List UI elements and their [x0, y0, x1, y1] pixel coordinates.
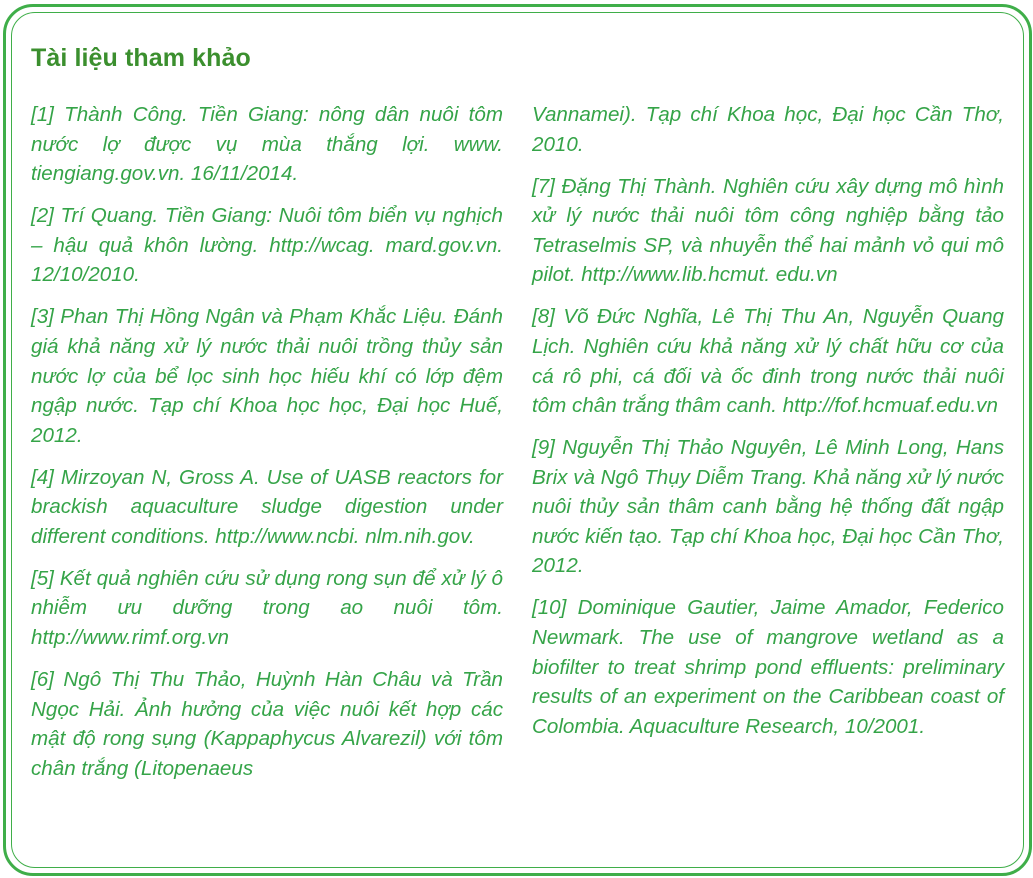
reference-9: [9] Nguyễn Thị Thảo Nguyên, Lê Minh Long, Hans Brix và Ngô Thụy Diễm Trang. Khả năng xử lý nước nuôi thủy sản thâm canh bằng hệ thống đất ngập nước kiến tạo. Tạp chí Khoa học, Đại học Cần Thơ, 2012. [532, 436, 1004, 578]
reference-5: [5] Kết quả nghiên cứu sử dụng rong sụn để xử lý ô nhiễm ưu dưỡng trong ao nuôi tôm. http://www.rimf.org.vn [31, 566, 503, 650]
reference-7: [7] Đặng Thị Thành. Nghiên cứu xây dựng mô hình xử lý nước thải nuôi tôm công nghiệp bằng tảo Tetraselmis SP, và nhuyễn thể hai mảnh vỏ qui mô pilot. http://www.lib.hcmut. edu.vn [532, 174, 1004, 287]
reference-3: [3] Phan Thị Hồng Ngân và Phạm Khắc Liệu. Đánh giá khả năng xử lý nước thải nuôi trồng thủy sản nước lợ của bể lọc sinh học hiếu khí có lớp đệm ngập nước. Tạp chí Khoa học học, Đại học Huế, 2012. [31, 305, 503, 447]
reference-6: [6] Ngô Thị Thu Thảo, Huỳnh Hàn Châu và Trần Ngọc Hải. Ảnh hưởng của việc nuôi kết hợp các mật độ rong sụng (Kappaphycus Alvarezil) với tôm chân trắng (Litopenaeus [31, 668, 503, 780]
reference-1: [1] Thành Công. Tiền Giang: nông dân nuôi tôm nước lợ được vụ mùa thắng lợi. www. tiengiang.gov.vn. 16/11/2014. [31, 103, 503, 186]
reference-6-continued: Vannamei). Tạp chí Khoa học, Đại học Cần Thơ, 2010. [532, 103, 1004, 156]
section-title: Tài liệu tham khảo [31, 44, 251, 72]
reference-4: [4] Mirzoyan N, Gross A. Use of UASB reactors for brackish aquaculture sludge digestion under different conditions. http://www.ncbi. nlm.nih.gov. [31, 465, 503, 548]
references-left-column [31, 100, 503, 796]
reference-10: [10] Dominique Gautier, Jaime Amador, Federico Newmark. The use of mangrove wetland as a biofilter to treat shrimp pond effluents: preliminary results of an experiment on the Caribbean coast of Colombia. Aquaculture Research, 10/2001. [532, 596, 1004, 738]
references-right-column [532, 100, 1004, 754]
reference-8: [8] Võ Đức Nghĩa, Lê Thị Thu An, Nguyễn Quang Lịch. Nghiên cứu khả năng xử lý chất hữu cơ của cá rô phi, cá đối và ốc đinh trong nước thải nuôi tôm chân trắng thâm canh. http://fof.hcmuaf.edu.vn [532, 305, 1004, 418]
reference-2: [2] Trí Quang. Tiền Giang: Nuôi tôm biển vụ nghịch – hậu quả khôn lường. http://wcag. mard.gov.vn. 12/10/2010. [31, 204, 503, 287]
